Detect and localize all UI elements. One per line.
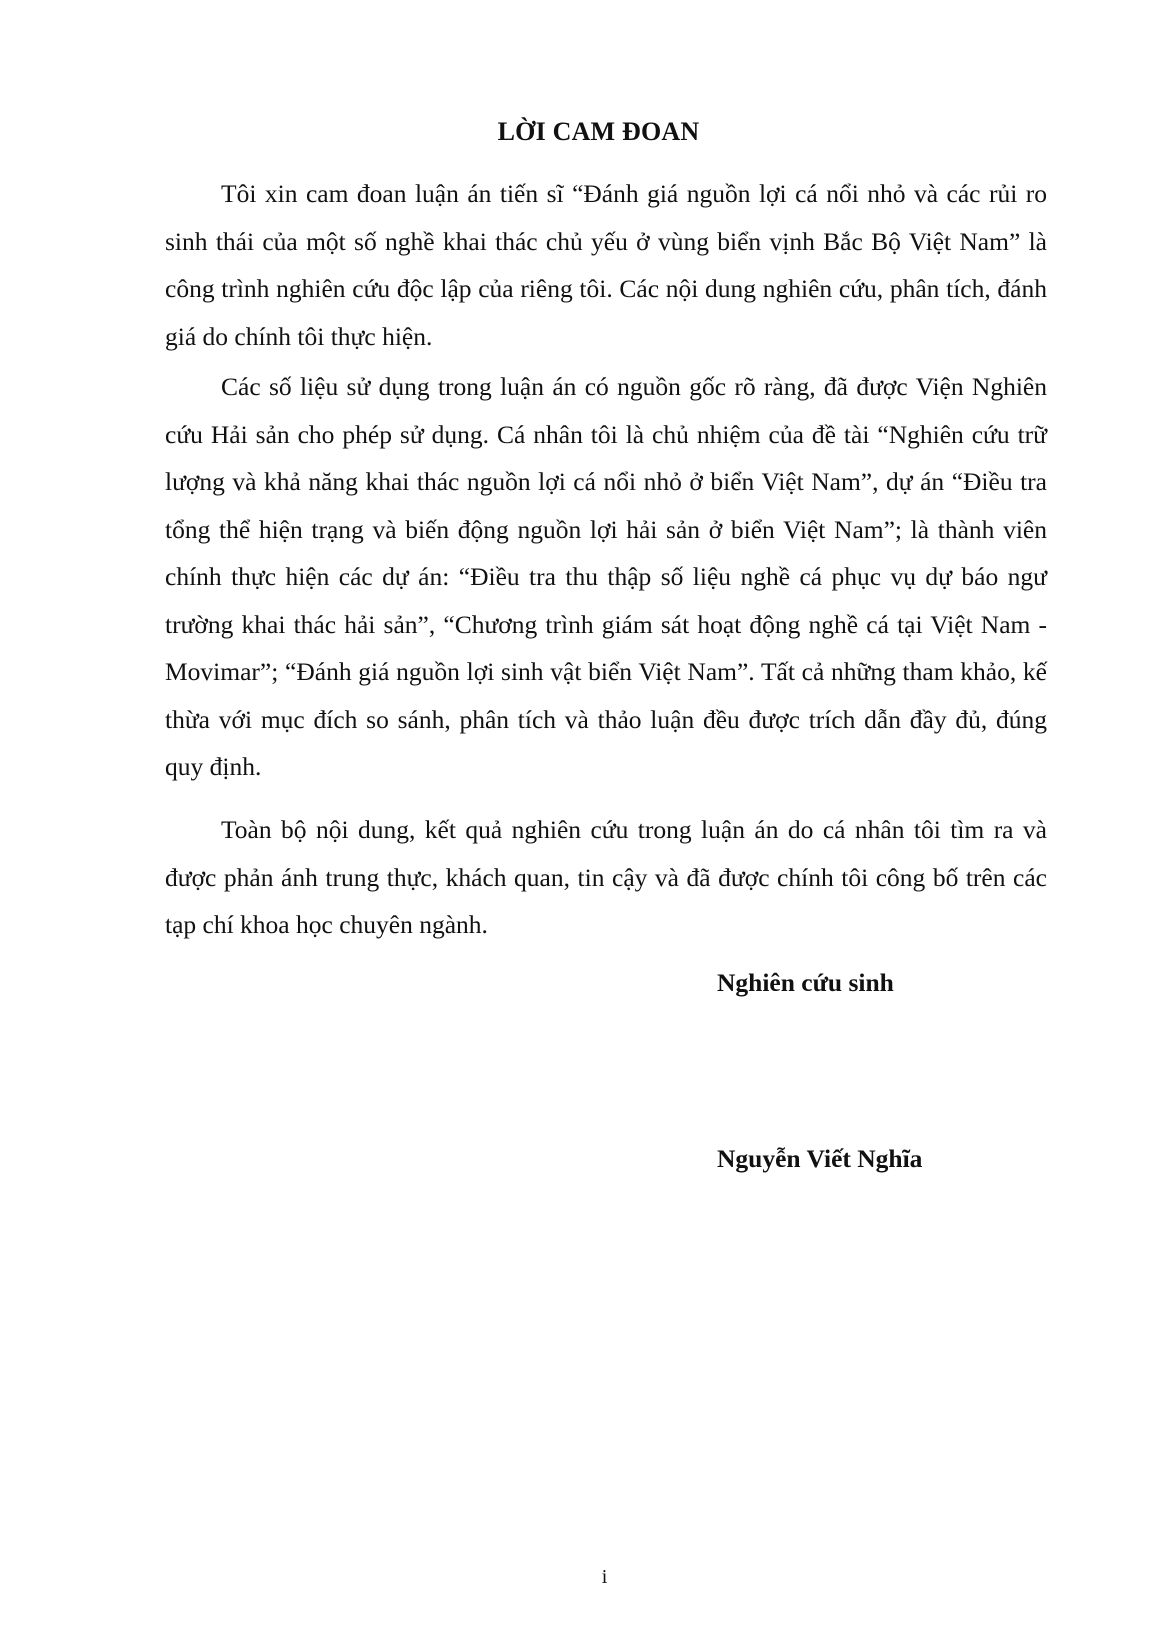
page-number: i (601, 1566, 608, 1588)
signature-role: Nghiên cứu sinh (717, 968, 894, 997)
paragraph-declaration (165, 170, 1047, 360)
paragraph-text: Toàn bộ nội dung, kết quả nghiên cứu trong luận án do cá nhân tôi tìm ra và được phản ánh trung thực, khách quan, tin cậy và đã được chính tôi công bố trên các tạp chí khoa học chuyên ngành. (165, 815, 1047, 939)
page-title: LỜI CAM ĐOAN (497, 117, 700, 146)
paragraph-text: Các số liệu sử dụng trong luận án có nguồn gốc rõ ràng, đã được Viện Nghiên cứu Hải sản cho phép sử dụng. Cá nhân tôi là chủ nhiệm của đề tài “Nghiên cứu trữ lượng và khả năng khai thác nguồn lợi cá nổi nhỏ ở biển Việt Nam”, dự án “Điều tra tổng thể hiện trạng và biến động nguồn lợi hải sản ở biển Việt Nam”; là thành viên chính thực hiện các dự án: “Điều tra thu thập số liệu nghề cá phục vụ dự báo ngư trường khai thác hải sản”, “Chương trình giám sát hoạt động nghề cá tại Việt Nam - Movimar”; “Đánh giá nguồn lợi sinh vật biển Việt Nam”. Tất cả những tham khảo, kế thừa với mục đích so sánh, phân tích và thảo luận đều được trích dẫn đầy đủ, đúng quy định. (165, 372, 1047, 781)
paragraph-results (165, 806, 1047, 949)
signature-name: Nguyễn Viết Nghĩa (717, 1144, 923, 1173)
paragraph-data-sources (165, 363, 1047, 791)
paragraph-text: Tôi xin cam đoan luận án tiến sĩ “Đánh giá nguồn lợi cá nổi nhỏ và các rủi ro sinh thái của một số nghề khai thác chủ yếu ở vùng biển vịnh Bắc Bộ Việt Nam” là công trình nghiên cứu độc lập của riêng tôi. Các nội dung nghiên cứu, phân tích, đánh giá do chính tôi thực hiện. (165, 179, 1047, 351)
